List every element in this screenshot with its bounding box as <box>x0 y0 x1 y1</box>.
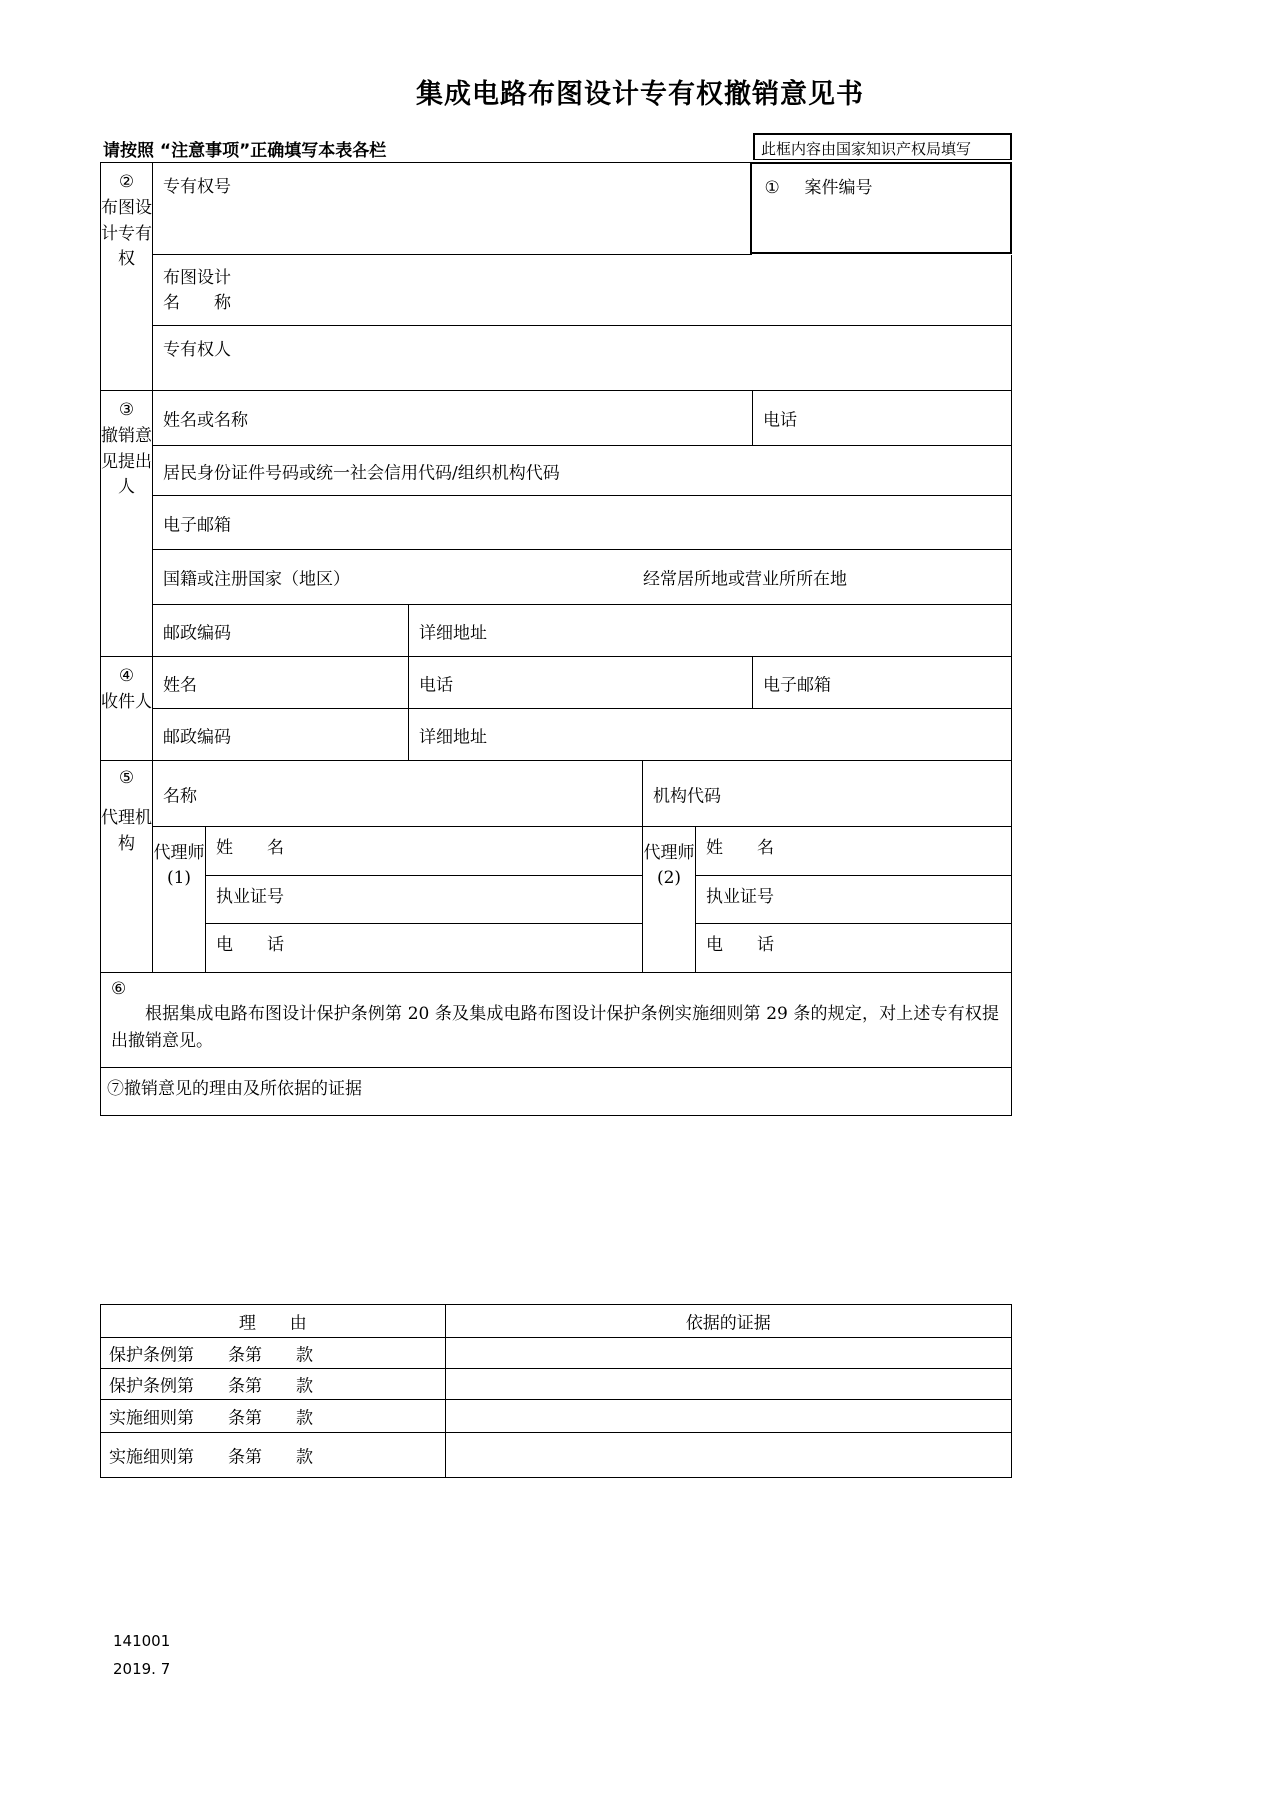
agency-name-field[interactable] <box>153 761 643 827</box>
applicant-postcode-field[interactable] <box>153 605 409 657</box>
applicant-id-field[interactable] <box>153 446 1012 496</box>
instruction-text: 请按照 “注意事项”正确填写本表各栏 <box>103 141 387 161</box>
evidence-column-header-text: 依据的证据 <box>685 1313 771 1334</box>
case-number-marker: ① <box>764 177 780 198</box>
form-code: 141001 <box>113 1632 171 1650</box>
agency-name-row <box>153 761 1012 827</box>
agency-name-label: 名称 <box>163 786 197 806</box>
agent-1-fields <box>206 827 643 973</box>
section-2-vertical-label <box>101 163 153 391</box>
right-holder-field[interactable] <box>153 326 1012 391</box>
reason-column-header <box>101 1305 446 1338</box>
applicant-detailed-address-label: 详细地址 <box>419 623 487 643</box>
applicant-phone-field[interactable] <box>753 391 1012 446</box>
applicant-email-label: 电子邮箱 <box>163 515 231 535</box>
design-name-label-line2: 名 称 <box>163 293 231 313</box>
table-row <box>101 1338 1012 1369</box>
section-6-block <box>101 973 1012 1068</box>
section-5-block <box>101 761 1012 973</box>
reason-cell-3-text: 实施细则第 条第 款 <box>109 1408 313 1429</box>
applicant-address-row <box>153 605 1012 657</box>
reason-cell-1-text: 保护条例第 条第 款 <box>109 1345 313 1366</box>
section-5-marker: ⑤ <box>118 768 135 788</box>
section-2-marker-and-label <box>101 170 152 273</box>
agent-2-label-text: 代理师 <box>643 843 695 863</box>
recipient-detailed-address-field[interactable] <box>409 709 1012 761</box>
section-3-vertical-label <box>101 391 153 657</box>
agency-code-label: 机构代码 <box>653 786 721 806</box>
agency-code-field[interactable] <box>643 761 1012 827</box>
section-6-statement <box>101 973 1012 1068</box>
agent-1-vertical-label <box>153 827 206 973</box>
section-5-vertical-label <box>101 761 153 973</box>
applicant-email-row <box>153 496 1012 550</box>
recipient-name-label: 姓名 <box>163 675 197 695</box>
agent-2-fields <box>696 827 1012 973</box>
section-2-label-text: 布图设计专有权 <box>101 197 152 270</box>
agent-2-name-field[interactable] <box>696 827 1012 876</box>
recipient-address-row <box>153 709 1012 761</box>
section-7-heading-row <box>101 1068 1012 1116</box>
applicant-nationality-label: 国籍或注册国家（地区） <box>163 569 350 590</box>
evidence-cell-3[interactable] <box>446 1400 1012 1433</box>
section-3-rows <box>153 391 1012 657</box>
recipient-postcode-label: 邮政编码 <box>163 727 231 747</box>
design-name-label-line1: 布图设计 <box>163 268 231 288</box>
recipient-email-label: 电子邮箱 <box>763 675 831 695</box>
section-3-block <box>101 391 1012 657</box>
reason-cell-2-text: 保护条例第 条第 款 <box>109 1376 313 1397</box>
applicant-detailed-address-field[interactable] <box>409 605 1012 657</box>
footer <box>113 1628 170 1684</box>
section-2-marker: ② <box>118 172 135 192</box>
agent-2-phone-field[interactable] <box>696 924 1012 973</box>
reason-evidence-table <box>100 1304 1012 1478</box>
applicant-email-field[interactable] <box>153 496 1012 550</box>
agents-row <box>153 827 1012 973</box>
recipient-name-field[interactable] <box>153 657 409 709</box>
recipient-phone-label: 电话 <box>419 675 453 695</box>
office-only-note-box <box>753 133 1012 160</box>
agent-1-label-group <box>153 841 205 891</box>
main-form-table <box>100 162 1012 1116</box>
section-7-heading-cell <box>101 1068 1012 1116</box>
agent-1-index: (1) <box>166 868 192 889</box>
reason-table-header-row <box>101 1305 1012 1338</box>
recipient-phone-field[interactable] <box>409 657 753 709</box>
applicant-nationality-row <box>153 550 1012 605</box>
evidence-column-header <box>446 1305 1012 1338</box>
right-holder-label: 专有权人 <box>163 340 231 360</box>
section-4-marker: ④ <box>118 666 135 686</box>
section-3-marker-and-label <box>101 398 152 501</box>
design-name-row <box>153 255 1012 326</box>
right-holder-row <box>153 326 1012 391</box>
evidence-cell-4[interactable] <box>446 1433 1012 1478</box>
agent-2-name-label: 姓 名 <box>706 838 774 858</box>
agent-1-phone-field[interactable] <box>206 924 643 973</box>
recipient-email-field[interactable] <box>753 657 1012 709</box>
agent-1-name-label: 姓 名 <box>216 838 284 858</box>
applicant-name-field[interactable] <box>153 391 753 446</box>
reason-cell-2[interactable] <box>101 1369 446 1400</box>
reason-column-header-text: 理 由 <box>238 1313 307 1334</box>
agent-2-index: (2) <box>656 868 682 889</box>
right-number-row <box>153 163 1012 255</box>
section-4-label-text: 收件人 <box>101 691 152 712</box>
table-row <box>101 1433 1012 1478</box>
office-only-note-text: 此框内容由国家知识产权局填写 <box>761 140 972 158</box>
recipient-detailed-address-label: 详细地址 <box>419 727 487 747</box>
form-version-date: 2019. 7 <box>113 1659 171 1678</box>
section-5-marker-and-label <box>101 766 152 857</box>
agent-2-cert-label: 执业证号 <box>706 887 774 907</box>
exclusive-right-number-label: 专有权号 <box>163 177 231 197</box>
reason-cell-3[interactable] <box>101 1400 446 1433</box>
recipient-contact-row <box>153 657 1012 709</box>
section-4-block <box>101 657 1012 761</box>
agent-2-cert-field[interactable] <box>696 876 1012 924</box>
section-4-rows <box>153 657 1012 761</box>
agent-1-cert-label: 执业证号 <box>216 887 284 907</box>
section-3-marker: ③ <box>118 400 135 420</box>
reason-cell-4-text: 实施细则第 条第 款 <box>109 1447 313 1468</box>
agent-1-cert-field[interactable] <box>206 876 643 924</box>
reason-cell-4[interactable] <box>101 1433 446 1478</box>
section-5-label-text: 代理机构 <box>101 807 152 854</box>
recipient-postcode-field[interactable] <box>153 709 409 761</box>
section-7-heading: ⑦撤销意见的理由及所依据的证据 <box>107 1079 362 1099</box>
reason-cell-1[interactable] <box>101 1338 446 1369</box>
case-number-label-group <box>764 173 872 198</box>
section-6-marker: ⑥ <box>111 979 127 999</box>
section-4-marker-and-label <box>101 664 152 716</box>
applicant-residence-label: 经常居所地或营业所所在地 <box>643 569 847 590</box>
applicant-id-row <box>153 446 1012 496</box>
design-name-field[interactable] <box>153 255 1012 326</box>
case-number-field[interactable] <box>750 162 1012 254</box>
agent-1-name-field[interactable] <box>206 827 643 876</box>
section-4-vertical-label <box>101 657 153 761</box>
section-6-paragraph: 根据集成电路布图设计保护条例第 20 条及集成电路布图设计保护条例实施细则第 29 条的规定，对上述专有权提出撤销意见。 <box>111 1003 999 1052</box>
applicant-name-phone-row <box>153 391 1012 446</box>
applicant-phone-label: 电话 <box>763 410 797 431</box>
agent-2-label-group <box>643 841 695 891</box>
evidence-cell-1[interactable] <box>446 1338 1012 1369</box>
section-5-rows <box>153 761 1012 973</box>
agent-1-phone-label: 电 话 <box>216 935 284 955</box>
exclusive-right-number-field[interactable] <box>153 163 752 255</box>
case-number-label: 案件编号 <box>804 177 873 198</box>
agent-1-label-text: 代理师 <box>153 843 205 863</box>
applicant-nationality-field[interactable] <box>153 550 1012 605</box>
section-3-label-text: 撤销意见提出人 <box>101 425 152 498</box>
instruction-row <box>100 133 1012 162</box>
section-2-block <box>101 163 1012 391</box>
section-2-rows <box>153 163 1012 391</box>
agent-2-vertical-label <box>643 827 696 973</box>
table-row <box>101 1400 1012 1433</box>
page-title: 集成电路布图设计专有权撤销意见书 <box>416 79 864 110</box>
applicant-postcode-label: 邮政编码 <box>163 623 231 643</box>
agent-2-phone-label: 电 话 <box>706 935 774 955</box>
table-row <box>101 1369 1012 1400</box>
applicant-id-label: 居民身份证件号码或统一社会信用代码/组织机构代码 <box>163 463 560 483</box>
evidence-cell-2[interactable] <box>446 1369 1012 1400</box>
applicant-name-label: 姓名或名称 <box>163 410 248 431</box>
